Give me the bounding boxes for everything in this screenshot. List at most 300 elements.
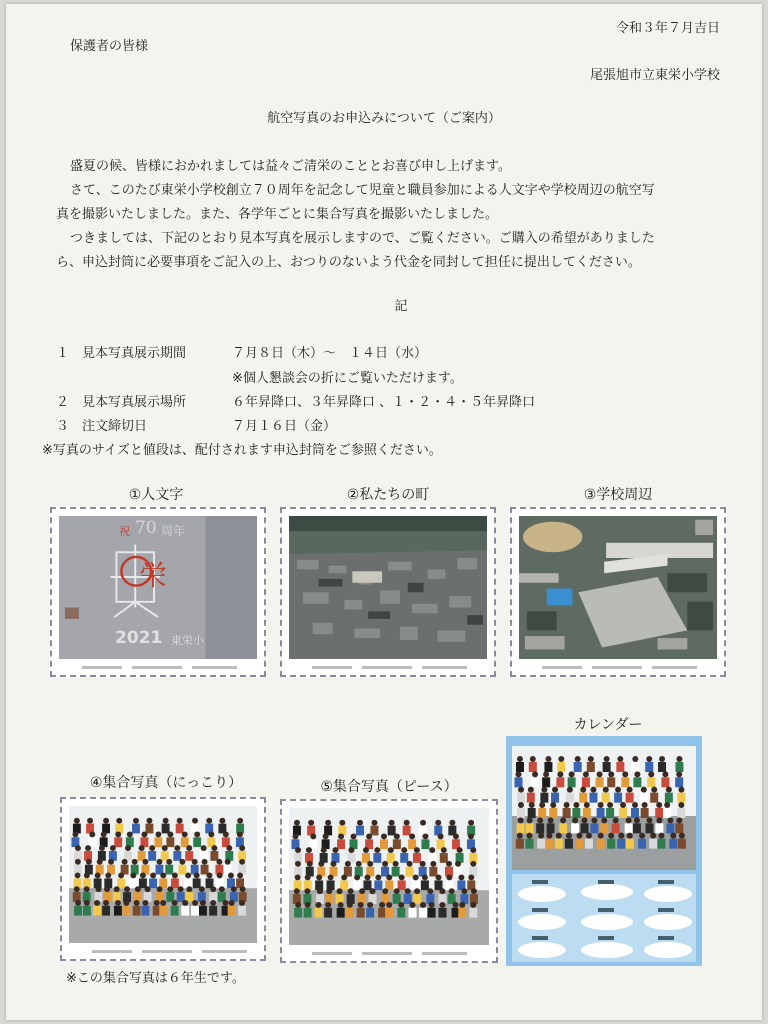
- person-figure: [133, 906, 141, 916]
- person-head: [410, 902, 416, 908]
- person-head: [295, 875, 301, 881]
- person-figure: [139, 878, 147, 888]
- person-figure: [619, 808, 627, 818]
- photo-caption: ②私たちの町: [346, 487, 430, 503]
- person-head: [409, 833, 415, 839]
- person-figure: [657, 839, 665, 849]
- person-head: [435, 875, 441, 881]
- person-head: [104, 886, 110, 892]
- person-figure: [645, 823, 653, 833]
- person-head: [223, 900, 229, 906]
- person-figure: [517, 823, 525, 833]
- person-head: [382, 861, 388, 867]
- person-head: [237, 873, 243, 879]
- body-line: ら、申込封筒に必要事項をご記入の上、おつりのないよう代金を同封して担任に提出してください。: [56, 255, 641, 270]
- person-figure: [626, 839, 634, 849]
- person-head: [413, 875, 419, 881]
- person-head: [627, 787, 633, 793]
- person-head: [457, 847, 463, 853]
- person-head: [223, 831, 229, 837]
- person-head: [569, 771, 575, 777]
- ki-heading: 記: [394, 299, 408, 314]
- person-head: [639, 833, 645, 839]
- person-figure: [647, 777, 655, 787]
- person-head: [74, 886, 80, 892]
- person-head: [105, 873, 111, 879]
- person-head: [160, 900, 166, 906]
- person-figure: [363, 880, 371, 890]
- person-figure: [597, 808, 605, 818]
- person-figure: [171, 906, 179, 916]
- person-head: [622, 771, 628, 777]
- person-head: [186, 886, 192, 892]
- person-figure: [517, 808, 525, 818]
- person-figure: [597, 839, 605, 849]
- person-figure: [141, 906, 149, 916]
- person-head: [94, 900, 100, 906]
- person-head: [656, 802, 662, 808]
- person-head: [532, 771, 538, 777]
- person-head: [133, 818, 139, 824]
- person-head: [239, 845, 245, 851]
- photo-caption: ③学校周辺: [583, 487, 653, 503]
- person-figure: [658, 762, 666, 772]
- item-number: １: [56, 346, 70, 361]
- person-head: [160, 873, 166, 879]
- person-figure: [631, 808, 639, 818]
- person-figure: [602, 793, 610, 803]
- person-figure: [589, 793, 597, 803]
- person-head: [339, 820, 345, 826]
- sixth-grade-note: ※この集合写真は６年生です。: [66, 971, 245, 986]
- person-figure: [650, 793, 658, 803]
- person-head: [341, 875, 347, 881]
- person-figure: [566, 793, 574, 803]
- person-head: [430, 861, 436, 867]
- school-aerial-image: [519, 516, 717, 659]
- anniversary-text: 周年: [161, 524, 186, 538]
- person-head: [468, 820, 474, 826]
- person-head: [588, 756, 594, 762]
- person-figure: [413, 853, 421, 863]
- person-head: [194, 831, 200, 837]
- person-figure: [83, 906, 91, 916]
- person-head: [157, 886, 163, 892]
- person-head: [154, 900, 160, 906]
- person-figure: [370, 826, 378, 836]
- person-head: [552, 787, 558, 793]
- person-head: [156, 859, 162, 865]
- person-head: [163, 818, 169, 824]
- person-head: [294, 820, 300, 826]
- person-head: [115, 900, 121, 906]
- person-head: [581, 817, 587, 823]
- person-head: [453, 902, 459, 908]
- person-figure: [556, 777, 564, 787]
- calendar-sample: [506, 736, 702, 966]
- person-head: [337, 888, 343, 894]
- person-head: [597, 771, 603, 777]
- person-head: [208, 831, 214, 837]
- person-head: [139, 845, 145, 851]
- person-head: [75, 845, 81, 851]
- sender: 尾張旭市立東栄小学校: [589, 68, 720, 83]
- person-head: [162, 845, 168, 851]
- person-figure: [209, 906, 217, 916]
- person-head: [449, 820, 455, 826]
- person-head: [407, 861, 413, 867]
- person-figure: [421, 880, 429, 890]
- person-head: [103, 818, 109, 824]
- calendar-grid: [512, 874, 696, 962]
- person-head: [538, 833, 544, 839]
- person-head: [557, 771, 563, 777]
- photo-caption: ⑤集合写真（ピース）: [320, 779, 458, 795]
- person-head: [607, 802, 613, 808]
- person-head: [85, 845, 91, 851]
- person-head: [364, 875, 370, 881]
- person-figure: [210, 851, 218, 861]
- person-head: [177, 818, 183, 824]
- person-head: [239, 859, 245, 865]
- group-smile-image: [69, 806, 257, 943]
- person-head: [132, 859, 138, 865]
- person-head: [345, 861, 351, 867]
- person-head: [398, 902, 404, 908]
- person-figure: [181, 906, 189, 916]
- person-figure: [540, 793, 548, 803]
- person-head: [678, 787, 684, 793]
- person-head: [515, 771, 521, 777]
- person-head: [216, 859, 222, 865]
- person-figure: [380, 839, 388, 849]
- photo-around-school: [510, 507, 726, 677]
- person-head: [118, 873, 124, 879]
- person-head: [388, 847, 394, 853]
- person-head: [518, 787, 524, 793]
- calendar-photo: [512, 746, 696, 870]
- person-figure: [575, 839, 583, 849]
- person-head: [664, 802, 670, 808]
- item-label: 見本写真展示期間: [82, 346, 187, 361]
- person-figure: [547, 823, 555, 833]
- person-head: [84, 886, 90, 892]
- person-head: [427, 888, 433, 894]
- person-head: [351, 833, 357, 839]
- person-figure: [579, 793, 587, 803]
- person-head: [310, 833, 316, 839]
- item-value: ６年昇降口、３年昇降口 、１・２・４・５年昇降口: [232, 395, 536, 410]
- person-head: [146, 818, 152, 824]
- person-head: [404, 820, 410, 826]
- person-head: [328, 875, 334, 881]
- person-head: [642, 802, 648, 808]
- person-figure: [538, 808, 546, 818]
- person-head: [124, 886, 130, 892]
- person-figure: [429, 867, 437, 877]
- person-head: [225, 859, 231, 865]
- person-head: [231, 886, 237, 892]
- person-head: [386, 875, 392, 881]
- person-figure: [582, 777, 590, 787]
- photo-footer-text: [52, 664, 264, 672]
- person-figure: [340, 880, 348, 890]
- person-head: [108, 859, 114, 865]
- person-figure: [304, 908, 312, 918]
- person-head: [608, 771, 614, 777]
- person-head: [393, 861, 399, 867]
- person-head: [356, 861, 362, 867]
- person-figure: [600, 823, 608, 833]
- person-head: [461, 888, 467, 894]
- person-figure: [393, 894, 401, 904]
- photo-human-lettering: [50, 507, 266, 677]
- person-head: [601, 817, 607, 823]
- person-head: [211, 845, 217, 851]
- person-head: [468, 833, 474, 839]
- person-head: [357, 820, 363, 826]
- person-head: [656, 817, 662, 823]
- person-figure: [408, 839, 416, 849]
- person-head: [543, 771, 549, 777]
- body-line: つきましては、下記のとおり見本写真を展示しますので、ご覧ください。ご購入の希望がありました: [70, 231, 655, 246]
- person-figure: [366, 908, 374, 918]
- item-number: ２: [56, 395, 70, 410]
- person-head: [399, 875, 405, 881]
- person-figure: [580, 823, 588, 833]
- person-figure: [617, 839, 625, 849]
- person-head: [659, 756, 665, 762]
- person-head: [583, 771, 589, 777]
- person-head: [518, 802, 524, 808]
- photo-image: [289, 808, 489, 945]
- person-head: [394, 833, 400, 839]
- person-head: [75, 873, 81, 879]
- photo-caption: ④集合写真（にっこり）: [89, 775, 243, 791]
- person-head: [598, 802, 604, 808]
- person-head: [192, 818, 198, 824]
- body-line: さて、このたび東栄小学校創立７０周年を記念して児童と職員参加による人文字や学校周辺の航空写: [70, 183, 655, 198]
- person-figure: [74, 906, 82, 916]
- person-head: [359, 888, 365, 894]
- person-figure: [129, 878, 137, 888]
- person-head: [172, 873, 178, 879]
- person-head: [414, 847, 420, 853]
- person-head: [295, 902, 301, 908]
- person-figure: [529, 762, 537, 772]
- person-head: [438, 833, 444, 839]
- person-figure: [645, 762, 653, 772]
- person-head: [229, 900, 235, 906]
- person-figure: [665, 793, 673, 803]
- person-head: [141, 831, 147, 837]
- person-figure: [173, 851, 181, 861]
- person-figure: [677, 793, 685, 803]
- person-head: [626, 817, 632, 823]
- person-figure: [544, 762, 552, 772]
- person-figure: [655, 823, 663, 833]
- item-note: ※個人懇談会の折にご覧いただけます。: [232, 371, 463, 386]
- person-head: [332, 847, 338, 853]
- person-figure: [677, 808, 685, 818]
- person-figure: [171, 878, 179, 888]
- person-figure: [122, 906, 130, 916]
- person-head: [317, 888, 323, 894]
- item-number: ３: [56, 419, 70, 434]
- person-head: [394, 888, 400, 894]
- person-figure: [626, 793, 634, 803]
- person-figure: [201, 865, 209, 875]
- person-head: [420, 820, 426, 826]
- person-figure: [413, 894, 421, 904]
- person-head: [518, 817, 524, 823]
- person-figure: [154, 837, 162, 847]
- person-figure: [559, 823, 567, 833]
- person-head: [618, 833, 624, 839]
- person-head: [382, 888, 388, 894]
- person-figure: [149, 878, 157, 888]
- person-head: [420, 861, 426, 867]
- person-figure: [669, 839, 677, 849]
- person-figure: [469, 908, 477, 918]
- person-figure: [238, 906, 246, 916]
- person-head: [545, 756, 551, 762]
- person-figure: [178, 865, 186, 875]
- person-head: [295, 847, 301, 853]
- recipient: 保護者の皆様: [70, 39, 149, 54]
- person-figure: [537, 839, 545, 849]
- person-head: [155, 831, 161, 837]
- person-head: [367, 902, 373, 908]
- person-head: [201, 845, 207, 851]
- person-figure: [388, 826, 396, 836]
- person-figure: [165, 865, 173, 875]
- person-head: [556, 833, 562, 839]
- calendar-months: [512, 874, 696, 962]
- person-head: [576, 833, 582, 839]
- person-figure: [409, 908, 417, 918]
- person-head: [598, 833, 604, 839]
- person-head: [546, 833, 552, 839]
- person-head: [123, 900, 129, 906]
- person-head: [676, 756, 682, 762]
- year-text: 2021: [115, 628, 163, 648]
- photo-footer-text: [282, 950, 496, 958]
- person-head: [471, 888, 477, 894]
- person-head: [295, 861, 301, 867]
- person-head: [422, 875, 428, 881]
- person-figure: [666, 823, 674, 833]
- person-figure: [357, 908, 365, 918]
- person-figure: [385, 908, 393, 918]
- person-head: [386, 902, 392, 908]
- person-head: [429, 902, 435, 908]
- town-aerial-image: [289, 516, 487, 659]
- person-head: [537, 817, 543, 823]
- person-figure: [568, 777, 576, 787]
- person-head: [420, 902, 426, 908]
- person-head: [627, 833, 633, 839]
- person-head: [316, 875, 322, 881]
- person-head: [127, 831, 133, 837]
- document-page: [6, 4, 762, 1020]
- person-figure: [166, 837, 174, 847]
- person-head: [651, 787, 657, 793]
- person-head: [125, 845, 131, 851]
- body-line: 盛夏の候、皆様におかれましては益々ご清栄のこととお喜び申し上げます。: [70, 159, 511, 174]
- person-head: [167, 831, 173, 837]
- person-head: [658, 833, 664, 839]
- person-head: [634, 817, 640, 823]
- person-head: [439, 888, 445, 894]
- person-head: [567, 787, 573, 793]
- person-figure: [458, 908, 466, 918]
- photo-caption: カレンダー: [573, 717, 643, 733]
- person-figure: [571, 823, 579, 833]
- person-head: [210, 900, 216, 906]
- person-head: [84, 873, 90, 879]
- person-head: [217, 873, 223, 879]
- person-figure: [631, 762, 639, 772]
- person-head: [541, 787, 547, 793]
- person-figure: [374, 880, 382, 890]
- person-head: [539, 802, 545, 808]
- person-head: [405, 888, 411, 894]
- person-head: [670, 833, 676, 839]
- person-head: [182, 900, 188, 906]
- person-head: [648, 771, 654, 777]
- person-figure: [525, 839, 533, 849]
- person-head: [194, 873, 200, 879]
- person-head: [374, 847, 380, 853]
- person-head: [338, 833, 344, 839]
- person-head: [115, 831, 121, 837]
- person-head: [294, 888, 300, 894]
- person-head: [366, 833, 372, 839]
- person-figure: [649, 839, 657, 849]
- person-head: [202, 859, 208, 865]
- person-figure: [675, 777, 683, 787]
- photo-our-town: [280, 507, 496, 677]
- person-figure: [536, 823, 544, 833]
- person-figure: [161, 851, 169, 861]
- person-figure: [590, 823, 598, 833]
- person-head: [558, 756, 564, 762]
- calendar-group-image: [512, 746, 696, 870]
- person-head: [167, 886, 173, 892]
- person-head: [348, 888, 354, 894]
- person-figure: [337, 839, 345, 849]
- person-head: [370, 888, 376, 894]
- person-head: [186, 845, 192, 851]
- person-figure: [574, 762, 582, 772]
- person-figure: [572, 808, 580, 818]
- photo-footer-text: [512, 664, 724, 672]
- person-figure: [531, 777, 539, 787]
- person-figure: [428, 908, 436, 918]
- person-head: [470, 902, 476, 908]
- person-head: [103, 900, 109, 906]
- person-figure: [661, 777, 669, 787]
- person-figure: [404, 894, 412, 904]
- person-figure: [607, 839, 615, 849]
- person-head: [422, 833, 428, 839]
- person-head: [572, 817, 578, 823]
- person-head: [414, 888, 420, 894]
- person-figure: [193, 837, 201, 847]
- person-head: [75, 859, 81, 865]
- person-figure: [638, 839, 646, 849]
